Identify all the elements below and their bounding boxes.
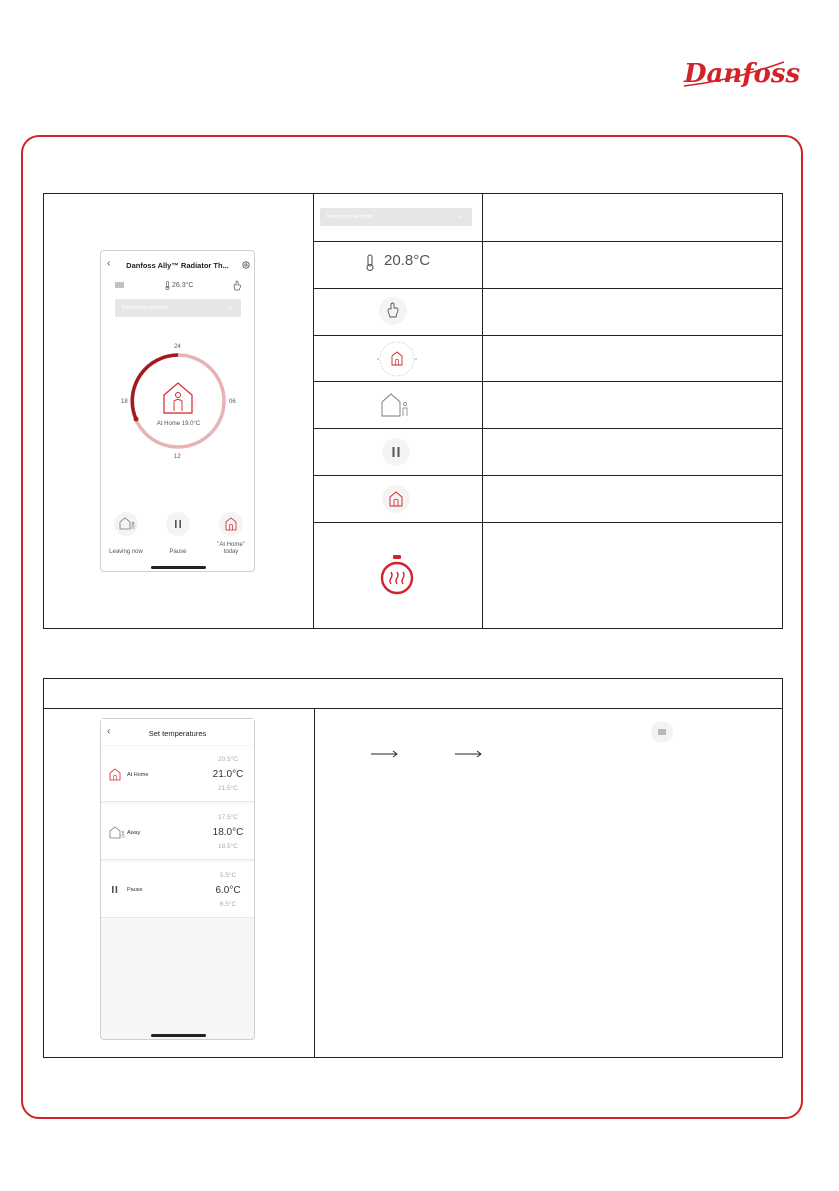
thermometer-icon bbox=[165, 281, 170, 290]
back-icon[interactable]: ‹ bbox=[107, 258, 111, 269]
mode-label: At Home bbox=[127, 772, 149, 778]
pause-icon bbox=[111, 885, 119, 894]
temp-current: 6.0°C bbox=[215, 885, 241, 896]
menu-icon bbox=[651, 721, 673, 743]
dial-label-bottom: 12 bbox=[174, 454, 181, 460]
svg-text:Danfoss: Danfoss bbox=[684, 59, 801, 89]
temp-below: 21.5°C bbox=[218, 785, 238, 792]
screen-title: Set temperatures bbox=[148, 729, 207, 738]
pause-label: Pause bbox=[169, 549, 187, 555]
back-icon[interactable]: ‹ bbox=[107, 726, 111, 737]
leaving-now-icon[interactable] bbox=[113, 511, 139, 537]
arrow-right-icon bbox=[371, 748, 399, 760]
set-temperatures-screen bbox=[100, 718, 255, 1040]
legend-dial-icon bbox=[374, 339, 420, 379]
temporary-setpoint-bar[interactable] bbox=[115, 299, 241, 317]
temp-below: 6.5°C bbox=[219, 901, 237, 908]
mode-label: Away bbox=[127, 830, 141, 836]
legend-thermometer-icon bbox=[365, 254, 375, 272]
home-indicator bbox=[151, 1034, 206, 1037]
touch-hand-icon[interactable] bbox=[232, 280, 242, 291]
setpoint-placeholder: Temporary setpoint bbox=[121, 305, 168, 311]
current-temperature: 26.3°C bbox=[172, 282, 194, 289]
arrow-right-icon bbox=[455, 748, 483, 760]
setpoint-infinity: ∞ bbox=[229, 305, 233, 311]
temp-above: 5.5°C bbox=[219, 872, 237, 879]
dial-label-left: 18 bbox=[121, 399, 128, 405]
legend-setpoint-bar bbox=[320, 208, 472, 226]
radiator-app-screen bbox=[100, 250, 255, 572]
temp-above: 17.5°C bbox=[218, 814, 238, 821]
at-home-today-label: "At Home" today bbox=[217, 542, 245, 555]
temp-current: 21.0°C bbox=[212, 769, 244, 780]
temp-current: 18.0°C bbox=[212, 827, 244, 838]
settings-gear-icon[interactable] bbox=[241, 260, 251, 270]
leaving-now-label: Leaving now bbox=[109, 549, 143, 555]
temp-above: 20.5°C bbox=[218, 756, 238, 763]
menu-icon[interactable] bbox=[115, 282, 124, 288]
dial-label-top: 24 bbox=[174, 344, 181, 350]
temp-below: 18.5°C bbox=[218, 843, 238, 850]
screen-title: Danfoss Ally™ Radiator Th... bbox=[126, 261, 229, 270]
legend-touch-hand-icon bbox=[378, 296, 408, 326]
dial-label-right: 06 bbox=[229, 399, 236, 405]
away-icon bbox=[109, 826, 125, 839]
at-home-icon bbox=[109, 768, 121, 781]
home-indicator bbox=[151, 566, 206, 569]
dial-center-label: At Home 19.0°C bbox=[156, 421, 201, 427]
legend-setpoint-label: Temporary setpoint bbox=[326, 214, 373, 220]
heating-radiator-icon bbox=[379, 552, 415, 598]
legend-temperature: 20.8°C bbox=[384, 252, 431, 269]
danfoss-logo bbox=[680, 52, 801, 92]
at-home-today-icon[interactable] bbox=[218, 511, 244, 537]
pause-icon[interactable] bbox=[165, 511, 191, 537]
legend-at-home-icon bbox=[381, 484, 411, 514]
legend-pause-icon bbox=[381, 437, 411, 467]
legend-setpoint-infinity: ∞ bbox=[458, 214, 462, 220]
mode-label: Pause bbox=[127, 887, 143, 893]
menu-lines-icon bbox=[651, 721, 673, 743]
legend-leaving-icon bbox=[380, 392, 410, 418]
